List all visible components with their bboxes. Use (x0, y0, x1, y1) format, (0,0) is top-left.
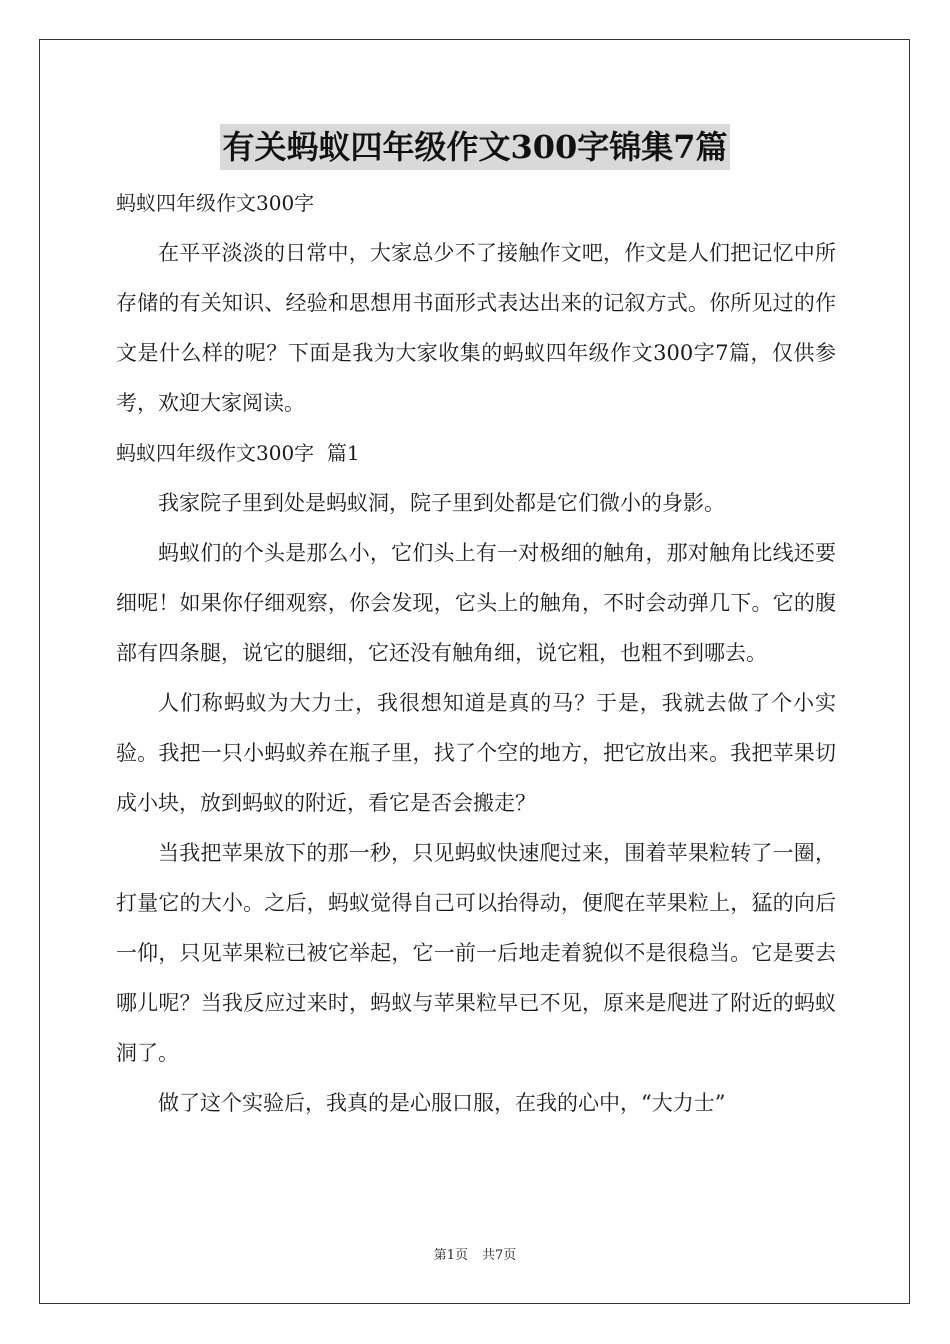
paragraph: 人们称蚂蚁为大力士，我很想知道是真的马？于是，我就去做了个小实验。我把一只小蚂蚁养在瓶子里，找了个空的地方，把它放出来。我把苹果切成小块，放到蚂蚁的附近，看它是否会搬走？ (116, 691, 836, 815)
document-title: 有关蚂蚁四年级作文300字锦集7篇 (220, 124, 729, 170)
paragraph: 做了这个实验后，我真的是心服口服，在我的心中，“大力士” (158, 1091, 726, 1115)
paragraph: 当我把苹果放下的那一秒，只见蚂蚁快速爬过来，围着苹果粒转了一圈，打量它的大小。之后，蚂蚁觉得自己可以抬得动，便爬在苹果粒上，猛的向后一仰，只见苹果粒已被它举起，它一前一后地走着貌似不是很稳当。它是要去哪儿呢？当我反应过来时，蚂蚁与苹果粒早已不见，原来是爬进了附近的蚂蚁洞了。 (116, 841, 836, 1065)
document-body (116, 178, 836, 1128)
section-heading: 蚂蚁四年级作文300字 (116, 191, 315, 215)
page-total: 共7页 (482, 1248, 517, 1263)
paragraph: 在平平淡淡的日常中，大家总少不了接触作文吧，作文是人们把记忆中所存储的有关知识、经验和思想用书面形式表达出来的记叙方式。你所见过的作文是什么样的呢？下面是我为大家收集的蚂蚁四年级作文300字7篇，仅供参考，欢迎大家阅读。 (116, 241, 836, 415)
paragraph: 我家院子里到处是蚂蚁洞，院子里到处都是它们微小的身影。 (158, 491, 725, 515)
page-footer (0, 1247, 950, 1265)
paragraph: 蚂蚁们的个头是那么小，它们头上有一对极细的触角，那对触角比线还要细呢！如果你仔细观察，你会发现，它头上的触角，不时会动弹几下。它的腹部有四条腿，说它的腿细，它还没有触角细，说它粗，也粗不到哪去。 (116, 541, 836, 665)
title-container (0, 124, 950, 170)
section-heading: 蚂蚁四年级作文300字 篇1 (116, 441, 360, 465)
page-number: 第1页 (433, 1248, 468, 1263)
